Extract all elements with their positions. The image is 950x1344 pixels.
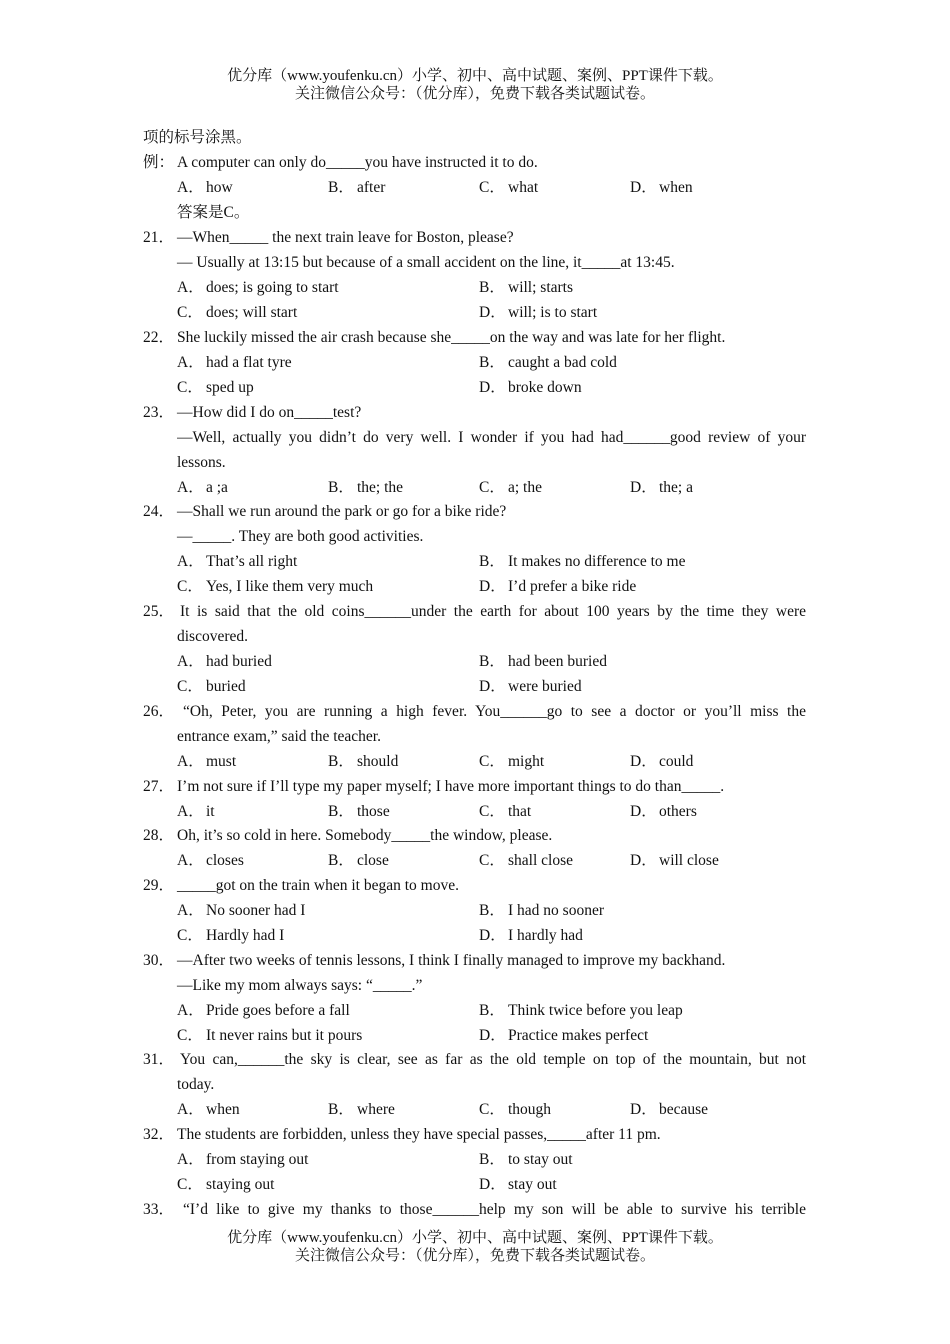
- question-number: 23．: [143, 404, 175, 421]
- question-number: 24．: [143, 503, 175, 520]
- question-stem: discovered.: [177, 628, 249, 645]
- option-b: B． will; starts: [479, 279, 574, 296]
- question-stem: I’m not sure if I’ll type my paper myself; I have more important things to do than_____.: [177, 778, 725, 795]
- option-b: B． to stay out: [479, 1151, 573, 1168]
- option-a: A． No sooner had I: [177, 902, 306, 919]
- question-stem: “Oh, Peter, you are running a high fever. You______go to see a doctor or you’ll miss the: [183, 703, 806, 720]
- option-d: D． because: [630, 1101, 709, 1118]
- question-stem: lessons.: [177, 454, 226, 471]
- option-d: D． will; is to start: [479, 304, 598, 321]
- option-b: B． caught a bad cold: [479, 354, 617, 371]
- question-number: 27．: [143, 778, 175, 795]
- option-b: B． where: [328, 1101, 395, 1118]
- page-footer: [0, 1229, 950, 1265]
- option-c: C． It never rains but it pours: [177, 1027, 363, 1044]
- option-a: A． Pride goes before a fall: [177, 1002, 350, 1019]
- question-stem: today.: [177, 1076, 215, 1093]
- option-b: B． It makes no difference to me: [479, 553, 686, 570]
- option-b: B． had been buried: [479, 653, 607, 670]
- question-number: 22．: [143, 329, 175, 346]
- example-option-d: D． when: [630, 179, 693, 196]
- example-option-a: A． how: [177, 179, 233, 196]
- option-c: C． Yes, I like them very much: [177, 578, 374, 595]
- option-c: C． does; will start: [177, 304, 298, 321]
- option-a: A． when: [177, 1101, 240, 1118]
- header-line-2: 关注微信公众号：（优分库），免费下载各类试题试卷。: [294, 86, 655, 102]
- option-b: B． should: [328, 753, 399, 770]
- header-line-1: 优分库（www.youfenku.cn）小学、初中、高中试题、案例、PPT课件下载。: [227, 68, 723, 84]
- option-d: D． will close: [630, 852, 719, 869]
- option-a: A． a ;a: [177, 479, 228, 496]
- option-c: C． that: [479, 803, 532, 820]
- option-d: D． I hardly had: [479, 927, 583, 944]
- option-c: C． a; the: [479, 479, 542, 496]
- option-d: D． Practice makes perfect: [479, 1027, 649, 1044]
- option-d: D． others: [630, 803, 697, 820]
- option-b: B． I had no sooner: [479, 902, 604, 919]
- question-stem: “I’d like to give my thanks to those______help my son will be able to survive his terrible: [183, 1201, 806, 1218]
- question-number: 31．: [143, 1051, 175, 1068]
- question-stem: —Like my mom always says: “_____.”: [177, 977, 423, 994]
- question-stem-row: [0, 425, 950, 450]
- option-c: C． shall close: [479, 852, 573, 869]
- option-c: C． sped up: [177, 379, 254, 396]
- option-d: D． stay out: [479, 1176, 557, 1193]
- question-number: 32．: [143, 1126, 175, 1143]
- example-label: 例：: [143, 154, 175, 171]
- question-stem: —_____. They are both good activities.: [177, 528, 424, 545]
- example-option-b: B． after: [328, 179, 386, 196]
- option-a: A． from staying out: [177, 1151, 309, 1168]
- option-a: A． it: [177, 803, 215, 820]
- option-c: C． buried: [177, 678, 246, 695]
- example-answer: 答案是C。: [177, 204, 250, 221]
- question-number: 29．: [143, 877, 175, 894]
- footer-line-1: 优分库（www.youfenku.cn）小学、初中、高中试题、案例、PPT课件下载。: [227, 1230, 723, 1246]
- question-33: [0, 1197, 950, 1222]
- option-c: C． staying out: [177, 1176, 275, 1193]
- question-stem: It is said that the old coins______under the earth for about 100 years by the time they were: [180, 603, 806, 620]
- question-stem: —Well, actually you didn’t do very well. I wonder if you had had______good review of your: [177, 429, 806, 446]
- option-b: B． Think twice before you leap: [479, 1002, 683, 1019]
- question-stem: —How did I do on_____test?: [177, 404, 362, 421]
- question-stem: —After two weeks of tennis lessons, I think I finally managed to improve my backhand.: [177, 952, 726, 969]
- option-c: C． Hardly had I: [177, 927, 285, 944]
- option-b: B． close: [328, 852, 389, 869]
- instruction-tail: 项的标号涂黑。: [143, 129, 252, 146]
- option-c: C． might: [479, 753, 545, 770]
- option-b: B． those: [328, 803, 390, 820]
- question-26: [0, 699, 950, 724]
- example-text: A computer can only do_____you have instructed it to do.: [177, 154, 538, 171]
- question-stem: She luckily missed the air crash because she_____on the way and was late for her flight.: [177, 329, 726, 346]
- option-a: A． must: [177, 753, 237, 770]
- footer-line-2: 关注微信公众号：（优分库），免费下载各类试题试卷。: [294, 1248, 655, 1264]
- option-d: D． could: [630, 753, 694, 770]
- question-stem: — Usually at 13:15 but because of a small accident on the line, it_____at 13:45.: [177, 254, 675, 271]
- question-number: 33．: [143, 1201, 175, 1218]
- question-31: [0, 1047, 950, 1072]
- option-a: A． had buried: [177, 653, 272, 670]
- option-a: A． had a flat tyre: [177, 354, 292, 371]
- question-stem: —Shall we run around the park or go for a bike ride?: [177, 503, 507, 520]
- question-number: 28．: [143, 827, 175, 844]
- question-number: 26．: [143, 703, 175, 720]
- option-a: A． does; is going to start: [177, 279, 339, 296]
- question-number: 25．: [143, 603, 175, 620]
- option-a: A． closes: [177, 852, 244, 869]
- option-d: D． the; a: [630, 479, 693, 496]
- question-25: [0, 599, 950, 624]
- question-stem: _____got on the train when it began to move.: [177, 877, 459, 894]
- option-a: A． That’s all right: [177, 553, 298, 570]
- option-b: B． the; the: [328, 479, 404, 496]
- question-stem: The students are forbidden, unless they have special passes,_____after 11 pm.: [177, 1126, 661, 1143]
- option-d: D． I’d prefer a bike ride: [479, 578, 637, 595]
- question-stem: Oh, it’s so cold in here. Somebody_____the window, please.: [177, 827, 553, 844]
- example-option-c: C． what: [479, 179, 539, 196]
- question-stem: entrance exam,” said the teacher.: [177, 728, 381, 745]
- question-stem: You can,______the sky is clear, see as far as the old temple on top of the mountain, but not: [180, 1051, 806, 1068]
- question-number: 30．: [143, 952, 175, 969]
- option-d: D． broke down: [479, 379, 582, 396]
- page-header: [0, 67, 950, 103]
- question-number: 21．: [143, 229, 175, 246]
- option-d: D． were buried: [479, 678, 582, 695]
- question-stem: —When_____ the next train leave for Boston, please?: [177, 229, 514, 246]
- option-c: C． though: [479, 1101, 552, 1118]
